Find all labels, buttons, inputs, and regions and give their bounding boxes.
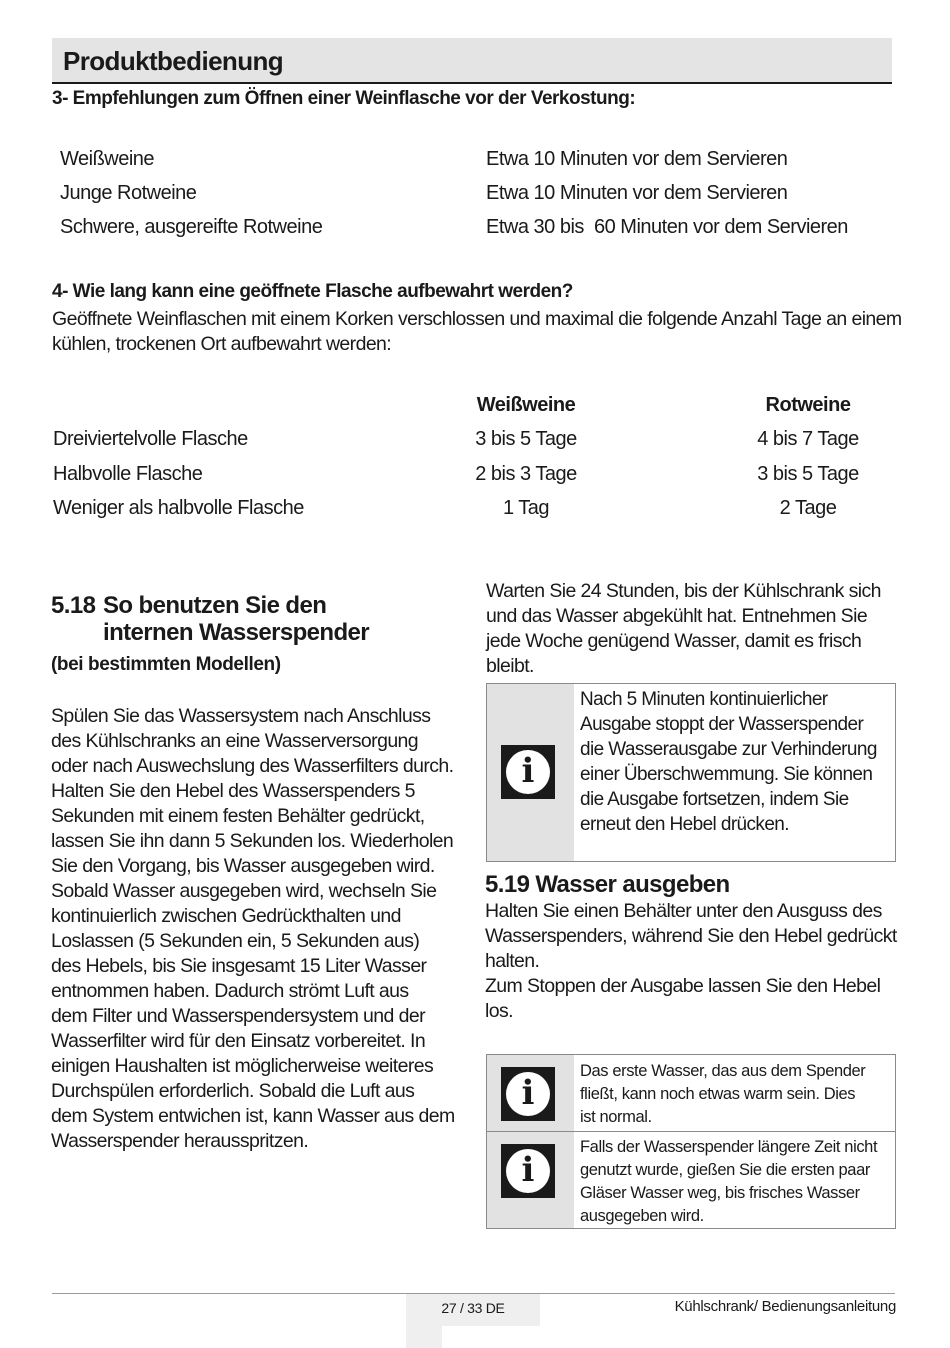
body-line: des Hebels, bis Sie insgesamt 15 Liter Wasser: [51, 955, 427, 977]
body-line: jede Woche genügend Wasser, damit es frisch: [486, 630, 862, 652]
body-line: los.: [485, 1000, 513, 1022]
storage-col-header-red: Rotweine: [765, 394, 851, 416]
note-line: Das erste Wasser, das aus dem Spender: [580, 1062, 866, 1080]
section-5-18-number: 5.18: [51, 592, 96, 619]
body-line: Wasserspender herausspritzen.: [51, 1130, 309, 1152]
info-icon-cell: [487, 1132, 574, 1228]
body-line: und das Wasser abgekühlt hat. Entnehmen Sie: [486, 605, 868, 627]
note-line: Ausgabe stoppt der Wasserspender: [580, 714, 864, 735]
body-line: Warten Sie 24 Stunden, bis der Kühlschrank sich: [486, 580, 881, 602]
section-4-intro-line: kühlen, trockenen Ort aufbewahrt werden:: [52, 333, 392, 355]
storage-row-red: 4 bis 7 Tage: [757, 428, 859, 450]
note-line: die Wasserausgabe zur Verhinderung: [580, 739, 877, 760]
body-line: Wasserfilter wird für den Einsatz vorbereitet. In: [51, 1030, 426, 1052]
body-line: halten.: [485, 950, 540, 972]
storage-row-label: Weniger als halbvolle Flasche: [53, 497, 304, 519]
note-line: Falls der Wasserspender längere Zeit nicht: [580, 1138, 878, 1156]
body-line: einigen Haushalten ist möglicherweise weiteres: [51, 1055, 434, 1077]
section-5-18-continuation: [486, 579, 896, 679]
opening-row-time: Etwa 10 Minuten vor dem Servieren: [486, 182, 788, 204]
body-line: dem Filter und Wasserspendersystem und der: [51, 1005, 425, 1027]
opening-row-wine: Weißweine: [60, 148, 155, 170]
info-note-box: [486, 1054, 896, 1132]
section-5-18-title: So benutzen Sie den: [103, 592, 327, 619]
body-line: lassen Sie ihn dann 5 Sekunden los. Wiederholen: [51, 830, 454, 852]
info-note-box: [486, 683, 896, 862]
body-line: Spülen Sie das Wassersystem nach Anschluss: [51, 705, 431, 727]
opening-row-time: Etwa 10 Minuten vor dem Servieren: [486, 148, 788, 170]
body-line: entnommen haben. Dadurch strömt Luft aus: [51, 980, 409, 1002]
storage-row-white: 3 bis 5 Tage: [475, 428, 577, 450]
footer-page-tab-extension: [406, 1326, 442, 1348]
body-line: Halten Sie den Hebel des Wasserspenders 5: [51, 780, 415, 802]
body-line: Wasserspenders, während Sie den Hebel gedrückt: [485, 925, 897, 947]
section-3-heading: 3- Empfehlungen zum Öffnen einer Weinflasche vor der Verkostung:: [52, 88, 636, 109]
body-line: Durchspülen erforderlich. Sobald die Luft aus: [51, 1080, 415, 1102]
note-line: ausgegeben wird.: [580, 1207, 704, 1225]
section-4-heading: 4- Wie lang kann eine geöffnete Flasche aufbewahrt werden?: [52, 281, 573, 302]
storage-row-white: 1 Tag: [502, 497, 550, 519]
body-line: Sobald Wasser ausgegeben wird, wechseln Sie: [51, 880, 437, 902]
storage-row-white: 2 bis 3 Tage: [475, 463, 577, 485]
body-line: Loslassen (5 Sekunden ein, 5 Sekunden aus): [51, 930, 420, 952]
note-line: genutzt wurde, gießen Sie die ersten paar: [580, 1161, 870, 1179]
body-line: Sekunden mit einem festen Behälter gedrückt,: [51, 805, 425, 827]
note-line: Nach 5 Minuten kontinuierlicher: [580, 689, 828, 710]
section-5-18-body: [51, 704, 461, 1154]
body-line: des Kühlschranks an eine Wasserversorgung: [51, 730, 419, 752]
storage-row-red: 2 Tage: [779, 497, 837, 519]
info-icon-cell: [487, 684, 574, 861]
body-line: bleibt.: [486, 655, 534, 677]
opening-row-wine: Schwere, ausgereifte Rotweine: [60, 216, 323, 238]
body-line: oder nach Auswechslung des Wasserfilters durch.: [51, 755, 454, 777]
note-line: die Ausgabe fortsetzen, indem Sie: [580, 789, 849, 810]
info-icon-cell: [487, 1055, 574, 1132]
body-line: kontinuierlich zwischen Gedrückthalten und: [51, 905, 401, 927]
body-line: dem System entwichen ist, kann Wasser aus dem: [51, 1105, 455, 1127]
body-line: Zum Stoppen der Ausgabe lassen Sie den Hebel: [485, 975, 881, 997]
opening-row-time: Etwa 30 bis 60 Minuten vor dem Servieren: [486, 216, 848, 238]
body-line: Halten Sie einen Behälter unter den Ausguss des: [485, 900, 882, 922]
note-line: fließt, kann noch etwas warm sein. Dies: [580, 1085, 856, 1103]
section-5-19-title: 5.19 Wasser ausgeben: [485, 871, 730, 898]
note-line: ist normal.: [580, 1108, 652, 1126]
storage-row-label: Dreiviertelvolle Flasche: [53, 428, 248, 450]
note-line: Gläser Wasser weg, bis frisches Wasser: [580, 1184, 860, 1202]
page-number: 27 / 33 DE: [441, 1300, 505, 1316]
opening-row-wine: Junge Rotweine: [60, 182, 197, 204]
info-icon: i: [501, 1144, 555, 1198]
info-note-text: [580, 1060, 887, 1129]
info-note-text: [580, 1136, 887, 1228]
storage-row-label: Halbvolle Flasche: [53, 463, 203, 485]
info-icon: i: [501, 1067, 555, 1121]
info-note-box: [486, 1131, 896, 1229]
info-icon: i: [501, 745, 555, 799]
section-5-18-subtitle: (bei bestimmten Modellen): [51, 654, 281, 675]
storage-row-red: 3 bis 5 Tage: [757, 463, 859, 485]
note-line: erneut den Hebel drücken.: [580, 814, 789, 835]
page-title: Produktbedienung: [63, 46, 284, 76]
document-name: Kühlschrank/ Bedienungsanleitung: [674, 1298, 896, 1315]
info-note-text: [580, 687, 887, 837]
section-4-intro-line: Geöffnete Weinflaschen mit einem Korken verschlossen und maximal die folgende Anzahl Tage an einem: [52, 308, 902, 330]
body-line: Sie den Vorgang, bis Wasser ausgegeben wird.: [51, 855, 435, 877]
section-5-19-body: [485, 899, 895, 1024]
section-5-18-title: internen Wasserspender: [103, 619, 369, 646]
storage-col-header-white: Weißweine: [476, 394, 576, 416]
note-line: einer Überschwemmung. Sie können: [580, 764, 873, 785]
